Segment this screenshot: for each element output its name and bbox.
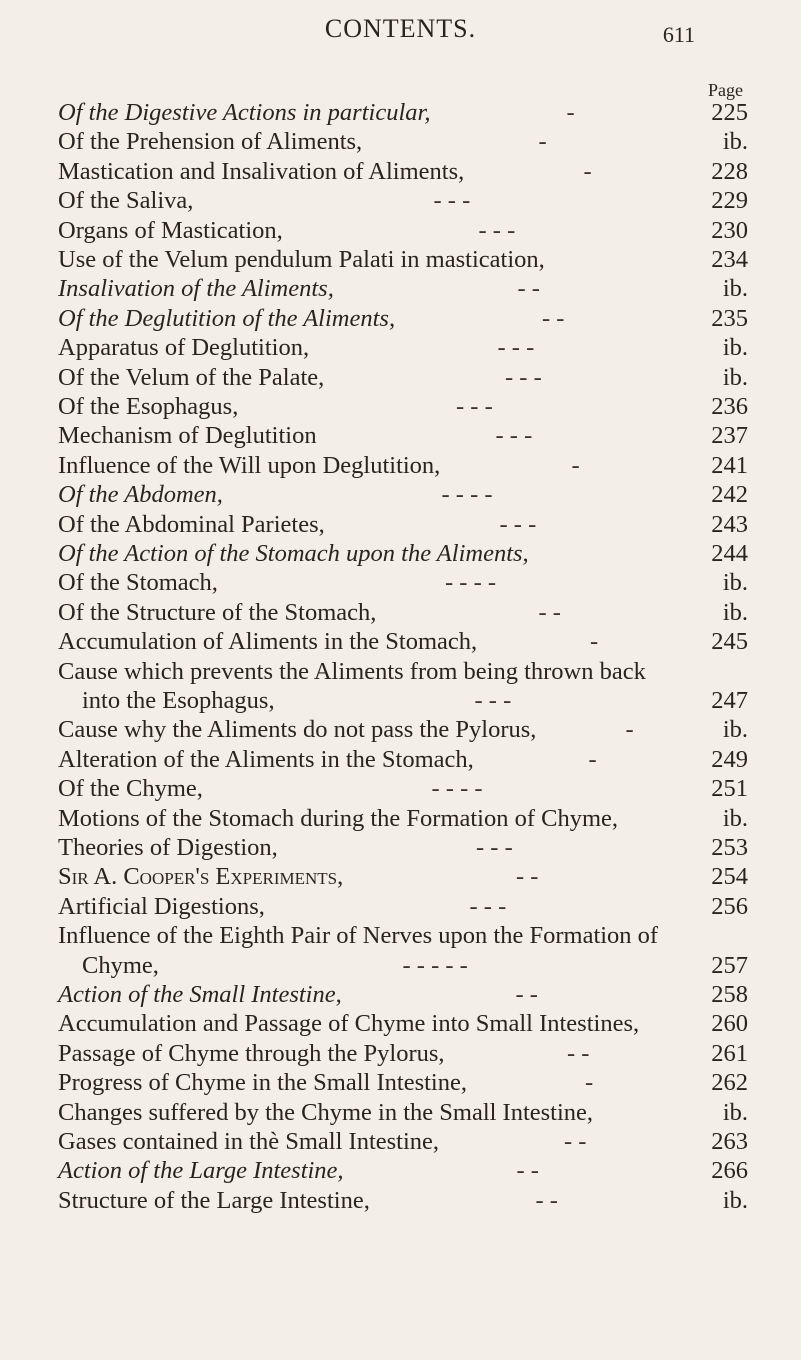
toc-entry	[58, 600, 748, 626]
toc-entry-title: Of the Saliva,	[58, 187, 194, 215]
toc-entry-title: Apparatus of Deglutition,	[58, 334, 310, 362]
toc-entry-title: Of the Digestive Actions in particular,	[58, 99, 431, 126]
toc-entry-title: Of the Deglutition of the Aliments,	[58, 304, 396, 332]
toc-entry-title: Gases contained in thè Small Intestine,	[58, 1128, 440, 1155]
toc-entry-page: 236	[711, 393, 748, 420]
running-header-title: CONTENTS.	[324, 14, 477, 43]
toc-entry	[58, 982, 748, 1008]
toc-entry-title: Of the Chyme,	[58, 775, 203, 803]
toc-entry	[58, 1070, 748, 1096]
toc-entry-leader: - - -	[478, 216, 516, 244]
toc-entry-page: 225	[711, 99, 748, 126]
toc-entry-leader: - -	[564, 1128, 587, 1155]
toc-entry-page: 235	[711, 304, 748, 332]
toc-entry	[58, 423, 748, 449]
toc-entry-page: ib.	[722, 1098, 748, 1126]
toc-entry-title: Of the Abdominal Parietes,	[58, 510, 325, 538]
toc-entry-title: Progress of Chyme in the Small Intestine,	[58, 1069, 467, 1097]
toc-entry-title: Use of the Velum pendulum Palati in mastication,	[58, 246, 545, 273]
toc-entry	[58, 894, 748, 920]
toc-entry-leader: - -	[542, 304, 565, 332]
page-number: 611	[662, 22, 695, 47]
toc-entry-leader: -	[590, 628, 599, 656]
toc-entry	[58, 806, 748, 832]
toc-entry	[58, 1100, 748, 1126]
toc-entry	[58, 276, 748, 302]
toc-entry-leader: -	[571, 451, 580, 479]
toc-entry	[58, 541, 748, 567]
toc-entry-page: ib.	[722, 716, 748, 744]
toc-entry-leader: -	[625, 716, 634, 744]
toc-entry-page: 262	[711, 1069, 748, 1097]
toc-entry-leader: - - -	[497, 334, 535, 362]
toc-entry-leader: -	[538, 128, 547, 156]
toc-entry	[58, 453, 748, 479]
toc-entry	[58, 247, 748, 273]
toc-entry	[58, 482, 748, 508]
toc-entry-leader: -	[588, 745, 597, 773]
toc-entry	[58, 188, 748, 214]
toc-entry-page: ib.	[722, 598, 748, 626]
toc-entry-title: Cause why the Aliments do not pass the Pylorus,	[58, 716, 537, 744]
toc-entry-page: 229	[711, 187, 748, 215]
toc-entry-title: Sir A. Cooper's Experiments,	[58, 863, 344, 891]
toc-entry-title: Cause which prevents the Aliments from being thrown back	[58, 657, 646, 685]
toc-entry-title: Chyme,	[82, 951, 159, 979]
toc-entry-leader: - - - -	[441, 481, 493, 509]
toc-entry-leader: -	[583, 157, 592, 185]
toc-entry	[58, 1158, 748, 1184]
toc-entry	[58, 776, 748, 802]
toc-entry-leader: - - -	[469, 892, 507, 920]
toc-entry-title: Accumulation and Passage of Chyme into Small Intestines,	[58, 1010, 640, 1038]
toc-entry-page: 244	[711, 540, 748, 567]
toc-entry-title: Of the Esophagus,	[58, 393, 239, 420]
toc-entry-title: Of the Velum of the Palate,	[58, 363, 325, 391]
toc-entry-leader: - -	[567, 1039, 590, 1067]
toc-entry	[58, 835, 748, 861]
toc-entry-page: ib.	[722, 275, 748, 303]
toc-entry-leader: - -	[516, 1157, 539, 1185]
toc-entry	[58, 129, 748, 155]
toc-entry	[58, 1188, 748, 1214]
toc-entry-leader: - -	[516, 863, 539, 891]
toc-entry-page: 261	[711, 1039, 748, 1067]
toc-entry-leader: - - -	[474, 687, 512, 714]
toc-entry-title: Mechanism of Deglutition	[58, 422, 317, 450]
toc-entry-page: 245	[711, 628, 748, 656]
toc-entry-title: Structure of the Large Intestine,	[58, 1186, 370, 1214]
toc-entry-title: Of the Structure of the Stomach,	[58, 598, 377, 626]
toc-entry-page: 258	[711, 981, 748, 1008]
toc-entry-page: 254	[711, 863, 748, 891]
toc-entry	[58, 688, 748, 714]
toc-entry-title: Theories of Digestion,	[58, 834, 278, 861]
toc-entry-page: 266	[711, 1157, 748, 1185]
toc-entry-title: Of the Prehension of Aliments,	[58, 128, 363, 156]
toc-entry-page: ib.	[722, 569, 748, 597]
toc-entry-page: 256	[711, 892, 748, 920]
toc-entry	[58, 747, 748, 773]
toc-entry-page: 249	[711, 745, 748, 773]
toc-entry-leader: -	[585, 1069, 594, 1097]
toc-entry	[58, 1041, 748, 1067]
toc-entry-page: 247	[711, 687, 748, 714]
toc-entry-leader: - - -	[499, 510, 537, 538]
toc-entry-title: Influence of the Eighth Pair of Nerves upon the Formation of	[58, 922, 659, 950]
toc-entry-page: 242	[711, 481, 748, 509]
toc-entry-title: Accumulation of Aliments in the Stomach,	[58, 628, 478, 656]
toc-entry	[58, 394, 748, 420]
toc-entry-title: Insalivation of the Aliments,	[58, 275, 334, 303]
toc-entry-page: 243	[711, 510, 748, 538]
toc-entry-page: 228	[711, 157, 748, 185]
toc-entry	[58, 953, 748, 979]
toc-entry-title: Organs of Mastication,	[58, 216, 283, 244]
toc-entry-title: Influence of the Will upon Deglutition,	[58, 451, 441, 479]
toc-entry-title: Mastication and Insalivation of Aliments,	[58, 157, 465, 185]
toc-entry-leader: - - -	[456, 393, 493, 420]
toc-entry-page: 230	[711, 216, 748, 244]
toc-entry-page: 260	[711, 1010, 748, 1038]
toc-entry-leader: - - - - -	[402, 951, 468, 979]
toc-entry	[58, 218, 748, 244]
toc-entry-page: ib.	[722, 804, 748, 832]
toc-entry	[58, 717, 748, 743]
toc-entry	[58, 629, 748, 655]
toc-entry-leader: - - - -	[431, 775, 483, 803]
toc-entry-title: Artificial Digestions,	[58, 892, 265, 920]
toc-entry	[58, 365, 748, 391]
toc-entry-leader: - -	[538, 598, 561, 626]
toc-entry-leader: - - -	[505, 363, 542, 391]
toc-entry-page: ib.	[722, 1186, 748, 1214]
toc-entry-leader: - - -	[476, 834, 513, 861]
toc-entry-page: 257	[711, 951, 748, 979]
toc-entry	[58, 659, 748, 685]
toc-entry-leader: - - -	[495, 422, 533, 450]
toc-entry-page: 241	[711, 451, 748, 479]
toc-entry-title: Of the Action of the Stomach upon the Aliments,	[58, 540, 529, 567]
toc-entry-leader: - - -	[433, 187, 471, 215]
toc-entry-title: Action of the Large Intestine,	[58, 1157, 344, 1185]
toc-entry	[58, 335, 748, 361]
toc-entry-title: into the Esophagus,	[82, 687, 275, 714]
toc-entry-leader: - -	[535, 1186, 558, 1214]
toc-entry	[58, 159, 748, 185]
toc-entry-leader: - -	[517, 275, 540, 303]
toc-entry-title: Alteration of the Aliments in the Stomach,	[58, 745, 474, 773]
toc-entry-title: Passage of Chyme through the Pylorus,	[58, 1039, 445, 1067]
toc-entry	[58, 570, 748, 596]
toc-entry-page: 263	[711, 1128, 748, 1155]
toc-entry-title: Changes suffered by the Chyme in the Small Intestine,	[58, 1098, 594, 1126]
toc-entry-page: 251	[711, 775, 748, 803]
toc-entry-page: 237	[711, 422, 748, 450]
toc-entry	[58, 864, 748, 890]
toc-entry	[58, 923, 748, 949]
toc-entry	[58, 1129, 748, 1155]
toc-entry-leader: - -	[515, 981, 538, 1008]
toc-entry	[58, 1011, 748, 1037]
toc-entry-leader: - - - -	[445, 569, 497, 597]
toc-entry-page: 253	[711, 834, 748, 861]
toc-entry-page: ib.	[722, 128, 748, 156]
toc-entry-title: Action of the Small Intestine,	[58, 981, 342, 1008]
toc-entry-page: ib.	[722, 363, 748, 391]
toc-entry	[58, 100, 748, 126]
toc-entry	[58, 306, 748, 332]
toc-entry-leader: -	[566, 99, 575, 126]
toc-entry-title: Of the Stomach,	[58, 569, 218, 597]
toc-entry	[58, 512, 748, 538]
toc-entry-title: Of the Abdomen,	[58, 481, 223, 509]
toc-entry-title: Motions of the Stomach during the Formation of Chyme,	[58, 804, 619, 832]
toc-entry-page: ib.	[722, 334, 748, 362]
toc-entry-page: 234	[711, 246, 748, 273]
page-column-label: Page	[708, 80, 743, 100]
